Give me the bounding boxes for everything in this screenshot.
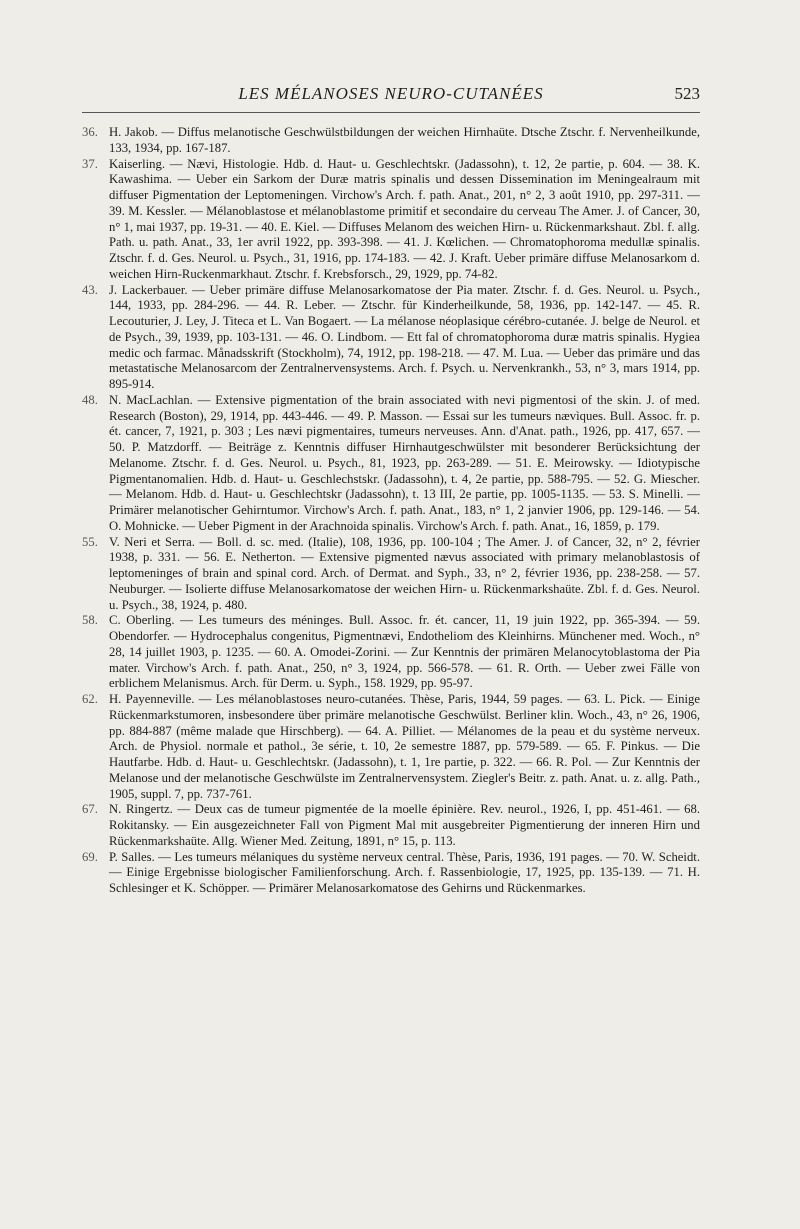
page-number: 523	[674, 84, 700, 103]
reference-entry	[82, 393, 700, 535]
reference-number: 62.	[82, 692, 98, 706]
reference-number: 37.	[82, 156, 98, 171]
reference-number: 58.	[82, 613, 98, 628]
reference-entry	[82, 850, 700, 897]
reference-entry	[82, 157, 700, 283]
reference-entry	[82, 125, 700, 157]
reference-text: P. Salles. — Les tumeurs mélaniques du système nerveux central. Thèse, Paris, 1936, 191 pages. — 70. W. Scheidt. — Einige Ergebnisse biologischer Familienforschung. Arch. f. Rassenbiologie, 17, 1925, pp. 135-139. — 71. H. Schlesinger et K. Schöpper. — Primärer Melanosarkomatose des Gehirns und Rückenmarkes.	[109, 849, 700, 895]
reference-text: Kaiserling. — Nævi, Histologie. Hdb. d. Haut- u. Geschlechtskr. (Jadassohn), t. 12, 2e partie, p. 604. — 38. K. Kawashima. — Ueber ein Sarkom der Duræ matris spinalis und dessen Dissemination im Meningealraum mit diffuser Pigmentation der Leptomeningen. Virchow's Arch. f. path. Anat., 201, n° 2, 3 août 1910, pp. 297-311. — 39. M. Kessler. — Mélanoblastose et mélanoblastome primitif et secondaire du cerveau The Amer. J. of Cancer, 30, n° 1, mai 1937, pp. 19-31. — 40. E. Kiel. — Diffuses Melanom des weichen Hirn- u. Rückenmarkshaut. Zbl. f. allg. Path. u. path. Anat., 33, 1er avril 1922, pp. 393-398. — 41. J. Kœlichen. — Chromatophoroma medullæ spinalis. Ztschr. f. d. Ges. Neurol. u. Psych., 31, 1916, pp. 174-183. — 42. J. Kraft. Ueber primäre diffuse Melanosarkom d. weichen Hirn-Ruckenmarkhaut. Ztschr. f. Krebsforsch., 29, 1929, pp. 74-82.	[109, 156, 700, 281]
reference-text: N. MacLachlan. — Extensive pigmentation of the brain associated with nevi pigmentosi of the skin. J. of med. Research (Boston), 29, 1914, pp. 443-446. — 49. P. Masson. — Essai sur les tumeurs nævìques. Bull. Assoc. fr. p. ét. cancer, 7, 1921, p. 303 ; Les nævi pigmentaires, tumeurs nerveuses. Ann. d'Anat. path., 1926, pp. 417, 657. — 50. P. Matzdorff. — Beiträge z. Kenntnis diffuser Hirnhautgeschwülster mit besonderer Berücksichtung der Melanome. Ztschr. f. d. Ges. Neurol. u. Psych., 81, 1923, pp. 263-289. — 51. E. Meirowsky. — Idiotypische Pigmentanomalien. Hdb. d. Haut- u. Geschlechstskr. (Jadassohn), t. 4, 2e partie, pp. 588-795. — 52. G. Miescher. — Melanom. Hdb. d. Haut- u. Geschlechtskr (Jadassohn), t. 13 III, 2e partie, pp. 1005-1135. — 53. S. Minelli. — Primärer melanotischer Gehirntumor. Virchow's Arch. f. path. Anat., 183, n° 1, 2 janvier 1906, pp. 129-146. — 54. O. Mohnicke. — Ueber Pigment in der Arachnoida spinalis. Virchow's Arch. f. path. Anat., 16, 1859, p. 179.	[109, 392, 700, 533]
reference-entry	[82, 535, 700, 614]
reference-text: V. Neri et Serra. — Boll. d. sc. med. (Italie), 108, 1936, pp. 100-104 ; The Amer. J. of Cancer, 32, n° 2, février 1938, p. 331. — 56. E. Netherton. — Extensive pigmented nævus associated with primary melanoblastosis of leptomeninges of brain and spinal cord. Arch. of Dermat. and Syph., 33, n° 2, février 1936, pp. 238-258. — 57. Neuburger. — Isolierte diffuse Melanosarkomatose der weichen Hirn- u. Rückenmarkshaüte. Zbl. f. d. Ges. Neurol. u. Psych., 38, 1924, p. 480.	[109, 534, 700, 612]
reference-number: 43.	[82, 282, 98, 297]
reference-text: C. Oberling. — Les tumeurs des méninges. Bull. Assoc. fr. ét. cancer, 11, 19 juin 1922, pp. 365-394. — 59. Obendorfer. — Hydrocephalus congenitus, Pigmentnævi, Endotheliom des Kleinhirns. Münchener med. Woch., n° 28, 14 juillet 1903, p. 1235. — 60. A. Omodei-Zorini. — Zur Kenntnis der primären Melanocytoblastoma der Pia mater. Virchow's Arch. f. path. Anat., 250, n° 3, 1924, pp. 566-578. — 61. R. Orth. — Ueber zwei Fälle von erblichem Melanismus. Arch. für Derm. u. Syph., 158. 1929, pp. 95-97.	[109, 613, 700, 691]
reference-number: 55.	[82, 534, 98, 549]
reference-number: 36.	[82, 125, 98, 139]
reference-number: 67.	[82, 802, 98, 817]
reference-text: J. Lackerbauer. — Ueber primäre diffuse Melanosarkomatose der Pia mater. Ztschr. f. d. Ges. Neurol. u. Psych., 144, 1933, pp. 284-296. — 44. R. Leber. — Ztschr. für Kinderheilkunde, 58, 1936, pp. 142-147. — 45. R. Lecouturier, J. Ley, J. Titeca et L. Van Bogaert. — La mélanose néoplasique cérébro-cutanée. J. belge de Neurol. et de Psych., 39, 1939, pp. 103-131. — 46. O. Lindbom. — Ett fal of chromatophoroma duræ matris spinalis. Hygiea medic och farmac. Månadsskrift (Stockholm), 74, 1912, pp. 198-218. — 47. M. Lua. — Ueber das primäre und das metastatische Melanosarcom der Zentralnervensystems. Arch. f. Psych. u. Nervenkrankh., 53, n° 3, mars 1914, pp. 895-914.	[109, 282, 700, 391]
reference-entry	[82, 283, 700, 393]
reference-entry	[82, 613, 700, 692]
running-header	[82, 82, 700, 113]
reference-text: H. Jakob. — Diffus melanotische Geschwülstbildungen der weichen Hirnhaüte. Dtsche Ztschr. f. Nervenheilkunde, 133, 1934, pp. 167-187.	[109, 125, 700, 155]
reference-list	[82, 125, 700, 897]
running-title: LES MÉLANOSES NEURO-CUTANÉES	[238, 84, 544, 103]
reference-text: N. Ringertz. — Deux cas de tumeur pigmentée de la moelle épinière. Rev. neurol., 1926, I, pp. 451-461. — 68. Rokitansky. — Ein ausgezeichneter Fall von Pigment Mal mit ausgebreiter Pigmentierung der inneren Hirn und Rückenmarkshaüte. Allg. Wiener Med. Zeitung, 1891, n° 15, p. 113.	[109, 802, 700, 848]
reference-number: 69.	[82, 849, 98, 864]
reference-number: 48.	[82, 392, 98, 407]
reference-entry	[82, 802, 700, 849]
reference-entry	[82, 692, 700, 802]
reference-text: H. Payenneville. — Les mélanoblastoses neuro-cutanées. Thèse, Paris, 1944, 59 pages. — 63. L. Pick. — Einige Rückenmarkstumoren, insbesondere über primäre melanotische Geschwülst. Berliner klin. Woch., 43, n° 26, 1906, pp. 884-887 (même malade que Hirschberg). — 64. A. Pilliet. — Mélanomes de la peau et du système nerveux. Arch. de Physiol. normale et pathol., 3e série, t. 10, 2e semestre 1887, pp. 579-589. — 65. F. Pinkus. — Die Hautfarbe. Hdb. d. Haut- u. Geschlechtskr. (Jadassohn), t. 1, 1re partie, p. 322. — 66. R. Pol. — Zur Kenntnis der Melanose und der melanotische Geschwülste im Zentralnervensystem. Ziegler's Beitr. z. path. Anat. u. z. allg. Path., 1905, suppl. 7, pp. 737-761.	[109, 692, 700, 801]
